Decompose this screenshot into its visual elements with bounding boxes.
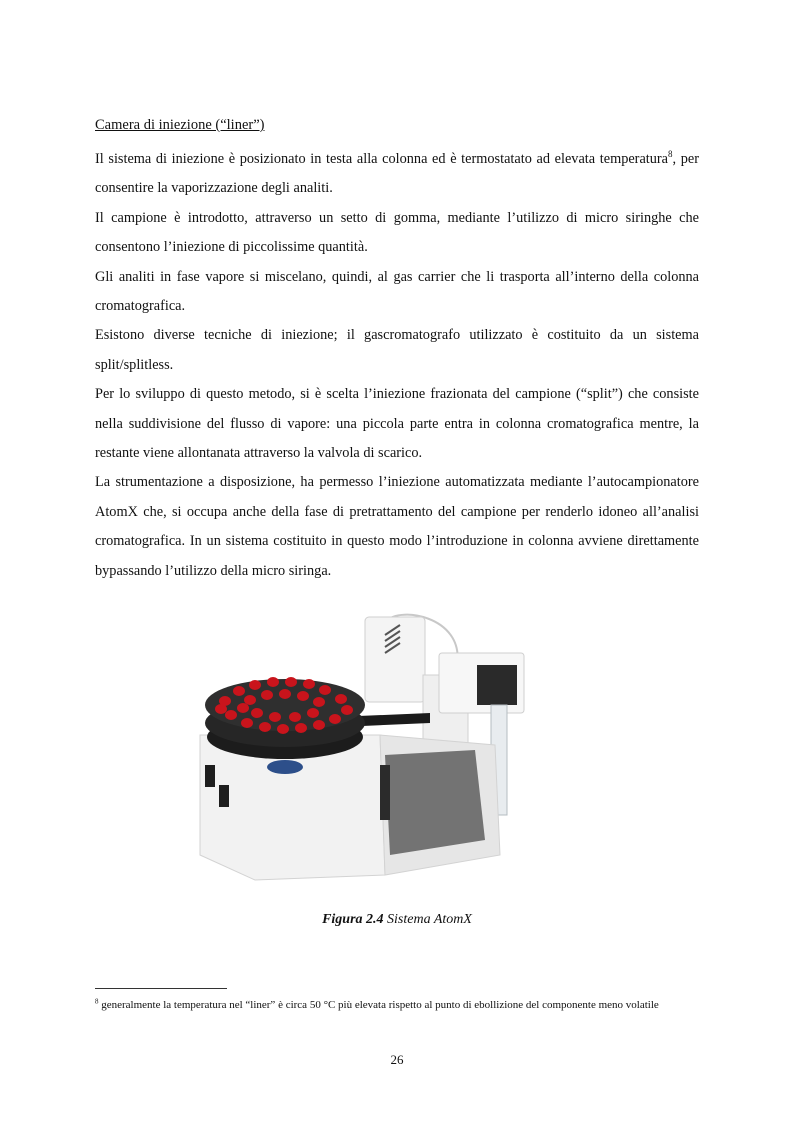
figure-caption <box>0 912 794 928</box>
page-number: 26 <box>390 1052 404 1067</box>
body-text <box>95 145 699 586</box>
paragraph: Per lo sviluppo di questo metodo, si è scelta l’iniezione frazionata del campione (“split”) che consiste nella suddivisione del flusso di vapore: una piccola parte entra in colonna cromatografica mentre, la restante viene allontanata attraverso la valvola di scarico. <box>95 386 699 462</box>
atomx-autosampler-image <box>195 605 525 905</box>
paragraph: Il campione è introdotto, attraverso un setto di gomma, mediante l’utilizzo di micro siringhe che consentono l’iniezione di piccolissime quantità. <box>95 209 699 256</box>
caption-text: Sistema AtomX <box>383 912 472 927</box>
footnote-text: generalmente la temperatura nel “liner” è circa 50 °C più elevata rispetto al punto di ebollizione del componente meno volatile <box>98 999 659 1011</box>
paragraph: Gli analiti in fase vapore si miscelano, quindi, al gas carrier che li trasporta all’interno della colonna cromatografica. <box>95 268 699 315</box>
footnote-number: 8 <box>95 997 99 1006</box>
footnote-divider <box>95 988 227 989</box>
paragraph: La strumentazione a disposizione, ha permesso l’iniezione automatizzata mediante l’autocampionatore AtomX che, si occupa anche della fase di pretrattamento del campione per renderlo idoneo all’analisi cromatografica. In un sistema costituito in questo modo l’introduzione in colonna avviene direttamente bypassando l’utilizzo della micro siringa. <box>95 474 699 579</box>
caption-label: Figura 2.4 <box>322 912 384 927</box>
paragraph: Il sistema di iniezione è posizionato in testa alla colonna ed è termostatato ad elevata temperatura$^8$, per consentire la vaporizzazione degli analiti. <box>95 149 700 197</box>
footnote-ref[interactable]: 8 <box>668 149 673 160</box>
footnote <box>95 998 699 1013</box>
section-heading: Camera di iniezione (“liner”) <box>95 117 265 133</box>
paragraph: Esistono diverse tecniche di iniezione; il gascromatografo utilizzato è costituito da un sistema split/splitless. <box>95 327 699 373</box>
